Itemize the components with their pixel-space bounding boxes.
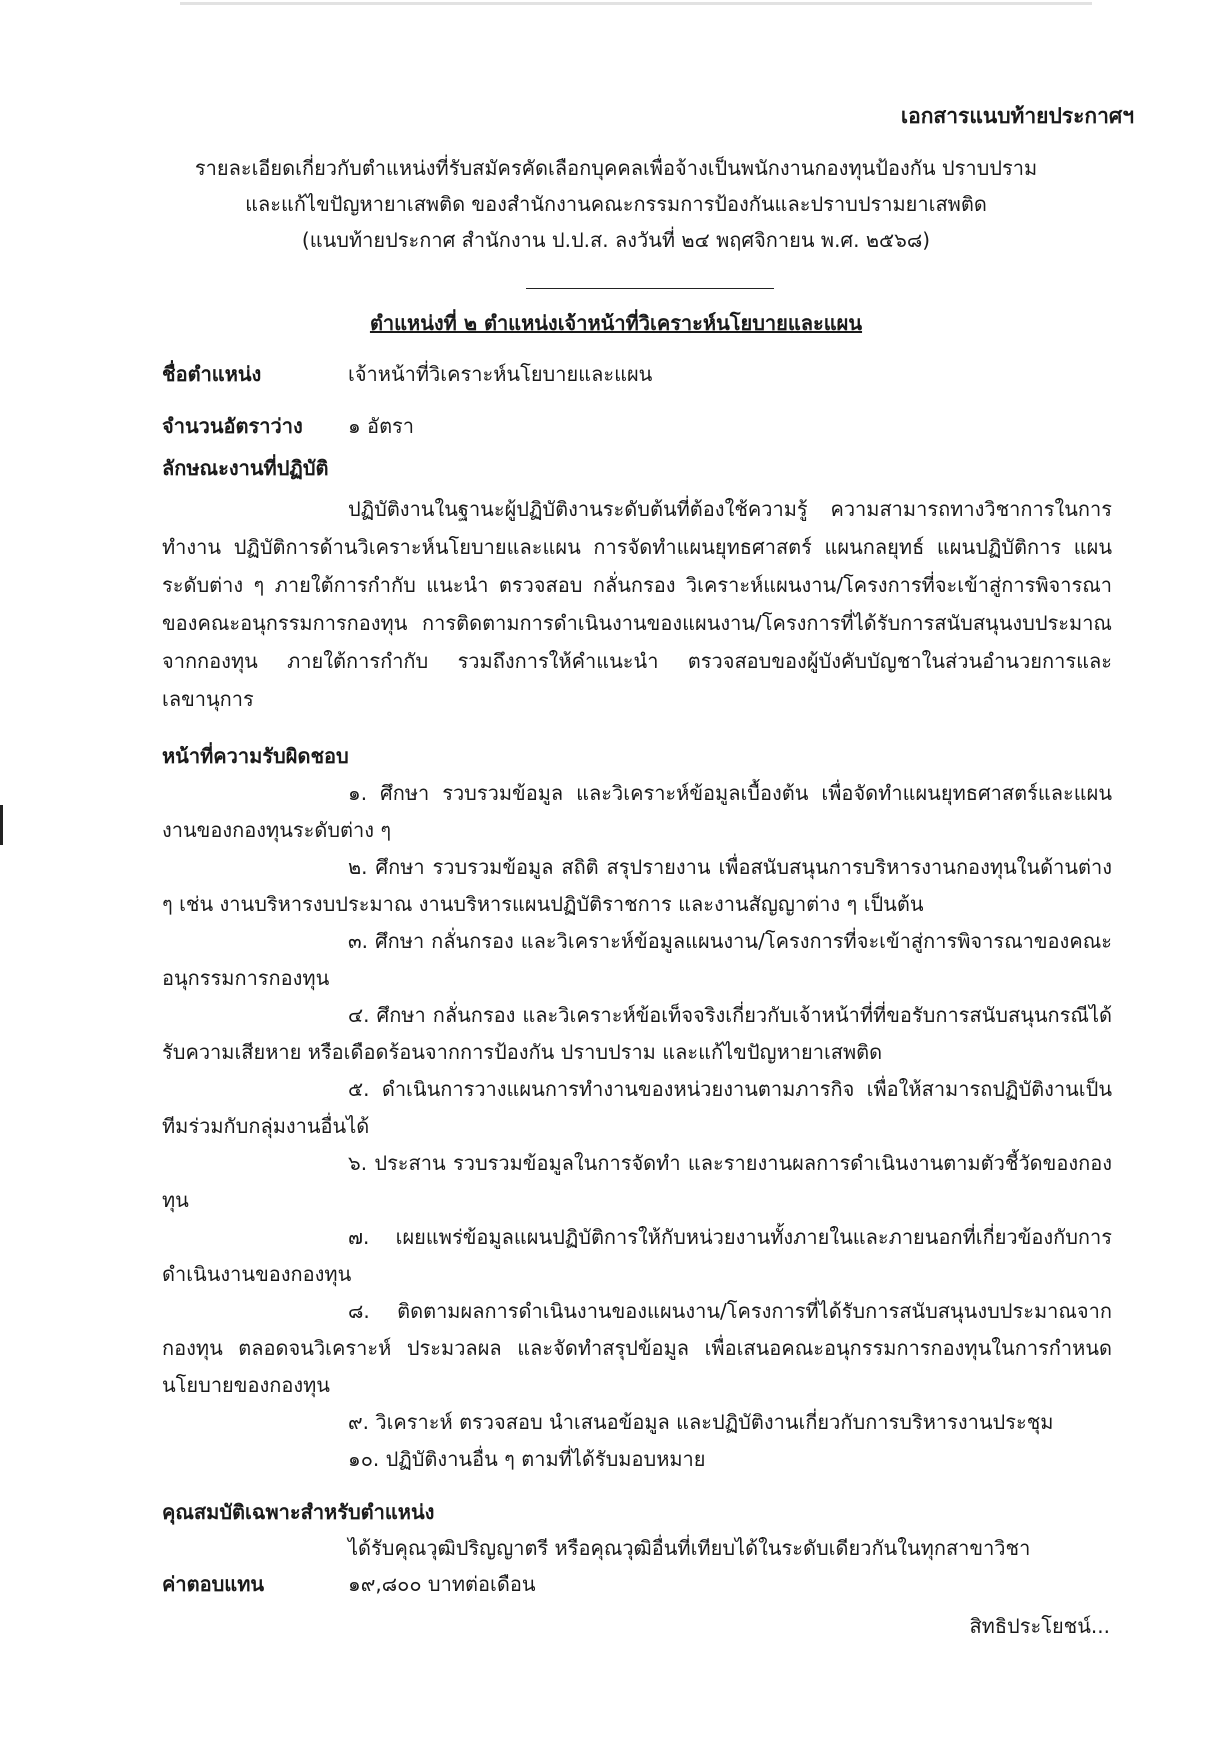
list-item: ๗. เผยแพร่ข้อมูลแผนปฏิบัติการให้กับหน่วยงานทั้งภายในและภายนอกที่เกี่ยวข้องกับการดำเนินงานของกองทุน <box>162 1225 1112 1286</box>
vacancies-label: จำนวนอัตราว่าง <box>162 414 303 438</box>
compensation-label: ค่าตอบแทน <box>162 1572 265 1596</box>
qualifications-label: คุณสมบัติเฉพาะสำหรับตำแหน่ง <box>162 1500 435 1524</box>
list-item: ๕. ดำเนินการวางแผนการทำงานของหน่วยงานตามภารกิจ เพื่อให้สามารถปฏิบัติงานเป็นทีมร่วมกับกลุ่มงานอื่นได้ <box>162 1077 1112 1138</box>
position-name-value: เจ้าหน้าที่วิเคราะห์นโยบายและแผน <box>348 362 653 386</box>
list-item: ๑. ศึกษา รวบรวมข้อมูล และวิเคราะห์ข้อมูลเบื้องต้น เพื่อจัดทำแผนยุทธศาสตร์และแผนงานของกองทุนระดับต่าง ๆ <box>162 781 1112 842</box>
position-heading: ตำแหน่งที่ ๒ ตำแหน่งเจ้าหน้าที่วิเคราะห์นโยบายและแผน <box>369 311 863 335</box>
list-item: ๑๐. ปฏิบัติงานอื่น ๆ ตามที่ได้รับมอบหมาย <box>348 1447 706 1471</box>
job-nature-label: ลักษณะงานที่ปฏิบัติ <box>162 456 329 480</box>
qualifications-text: ได้รับคุณวุฒิปริญญาตรี หรือคุณวุฒิอื่นที่เทียบได้ในระดับเดียวกันในทุกสาขาวิชา <box>348 1536 1031 1560</box>
annex-label: เอกสารแนบท้ายประกาศฯ <box>900 104 1134 128</box>
continuation-note: สิทธิประโยชน์... <box>969 1614 1110 1638</box>
list-item: ๔. ศึกษา กลั่นกรอง และวิเคราะห์ข้อเท็จจริงเกี่ยวกับเจ้าหน้าที่ที่ขอรับการสนับสนุนกรณีได้รับความเสียหาย หรือเดือดร้อนจากการป้องกัน ปราบปราม และแก้ไขปัญหายาเสพติด <box>162 1003 1112 1064</box>
list-item: ๙. วิเคราะห์ ตรวจสอบ นำเสนอข้อมูล และปฏิบัติงานเกี่ยวกับการบริหารงานประชุม <box>348 1410 1054 1434</box>
responsibilities-label: หน้าที่ความรับผิดชอบ <box>162 744 349 768</box>
compensation-value: ๑๙,๘๐๐ บาทต่อเดือน <box>348 1572 536 1596</box>
position-name-label: ชื่อตำแหน่ง <box>162 362 262 386</box>
header-divider <box>526 288 774 289</box>
header-line-2: และแก้ไขปัญหายาเสพติด ของสำนักงานคณะกรรมการป้องกันและปราบปรามยาเสพติด <box>245 192 987 216</box>
document-header <box>110 150 1122 258</box>
responsibilities-list <box>162 775 1112 1478</box>
list-item: ๒. ศึกษา รวบรวมข้อมูล สถิติ สรุปรายงาน เพื่อสนับสนุนการบริหารงานกองทุนในด้านต่าง ๆ เช่น งานบริหารงบประมาณ งานบริหารแผนปฏิบัติราชการ และงานสัญญาต่าง ๆ เป็นต้น <box>162 855 1112 916</box>
list-item: ๖. ประสาน รวบรวมข้อมูลในการจัดทำ และรายงานผลการดำเนินงานตามตัวชี้วัดของกองทุน <box>162 1151 1112 1212</box>
list-item: ๓. ศึกษา กลั่นกรอง และวิเคราะห์ข้อมูลแผนงาน/โครงการที่จะเข้าสู่การพิจารณาของคณะอนุกรรมการกองทุน <box>162 929 1112 990</box>
job-nature-text: ปฏิบัติงานในฐานะผู้ปฏิบัติงานระดับต้นที่ต้องใช้ความรู้ ความสามารถทางวิชาการในการทำงาน ปฏิบัติการด้านวิเคราะห์นโยบายและแผน การจัดทำแผนยุทธศาสตร์ แผนกลยุทธ์ แผนปฏิบัติการ แผนระดับต่าง ๆ ภายใต้การกำกับ แนะนำ ตรวจสอบ กลั่นกรอง วิเคราะห์แผนงาน/โครงการที่จะเข้าสู่การพิจารณาของคณะอนุกรรมการกองทุน การติดตามการดำเนินงานของแผนงาน/โครงการที่ได้รับการสนับสนุนงบประมาณจากกองทุน ภายใต้การกำกับ รวมถึงการให้คำแนะนำ ตรวจสอบของผู้บังคับบัญชาในส่วนอำนวยการและเลขานุการ <box>162 497 1112 711</box>
header-line-3: (แนบท้ายประกาศ สำนักงาน ป.ป.ส. ลงวันที่ ๒๔ พฤศจิกายน พ.ศ. ๒๕๖๘) <box>301 228 931 252</box>
vacancies-value: ๑ อัตรา <box>348 414 415 438</box>
list-item: ๘. ติดตามผลการดำเนินงานของแผนงาน/โครงการที่ได้รับการสนับสนุนงบประมาณจากกองทุน ตลอดจนวิเคราะห์ ประมวลผล และจัดทำสรุปข้อมูล เพื่อเสนอคณะอนุกรรมการกองทุนในการกำหนดนโยบายของกองทุน <box>162 1299 1112 1397</box>
header-line-1: รายละเอียดเกี่ยวกับตำแหน่งที่รับสมัครคัดเลือกบุคคลเพื่อจ้างเป็นพนักงานกองทุนป้องกัน ปราบปราม <box>194 156 1038 180</box>
